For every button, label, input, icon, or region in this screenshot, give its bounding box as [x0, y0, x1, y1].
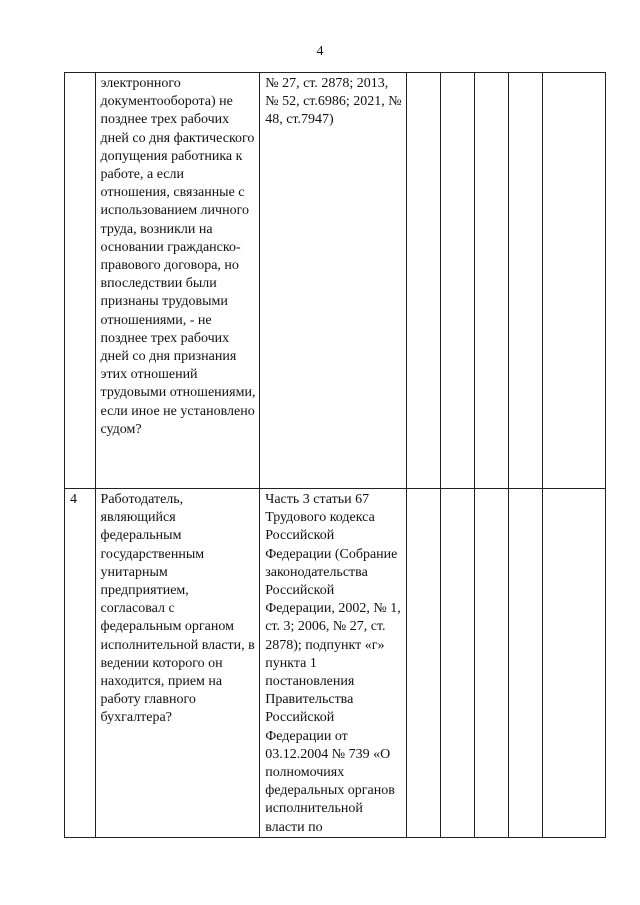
checklist-table — [64, 72, 606, 838]
answer-cell — [441, 489, 475, 838]
row-number-cell: 4 — [65, 489, 96, 838]
question-cell: электронного документооборота) не позднее трех рабочих дней со дня фактического допущения работника к работе, а если отношения, связанные с использованием личного труда, возникли на основании гражданско-правового договора, но впоследствии были признаны трудовыми отношениями, - не позднее трех рабочих дней со дня признания этих отношений трудовыми отношениями, если иное не установлено судом? — [95, 73, 260, 489]
answer-cell — [508, 489, 542, 838]
table-row — [65, 489, 606, 838]
page-number: 4 — [316, 44, 324, 59]
answer-cell — [475, 489, 509, 838]
legal-reference-cell: № 27, ст. 2878; 2013, № 52, ст.6986; 2021, № 48, ст.7947) — [260, 73, 407, 489]
table-row — [65, 73, 606, 489]
note-cell — [542, 73, 605, 489]
row-number-cell — [65, 73, 96, 489]
answer-cell — [508, 73, 542, 489]
answer-cell — [407, 73, 441, 489]
answer-cell — [475, 73, 509, 489]
legal-reference-cell: Часть 3 статьи 67 Трудового кодекса Российской Федерации (Собрание законодательства Российской Федерации, 2002, № 1, ст. 3; 2006, № 27, ст. 2878); подпункт «г» пункта 1 постановления Правительства Российской Федерации от 03.12.2004 № 739 «О полномочиях федеральных органов исполнительной власти по — [260, 489, 407, 838]
note-cell — [542, 489, 605, 838]
answer-cell — [441, 73, 475, 489]
question-cell: Работодатель, являющийся федеральным государственным унитарным предприятием, согласовал с федеральным органом исполнительной власти, в ведении которого он находится, прием на работу главного бухгалтера? — [95, 489, 260, 838]
answer-cell — [407, 489, 441, 838]
